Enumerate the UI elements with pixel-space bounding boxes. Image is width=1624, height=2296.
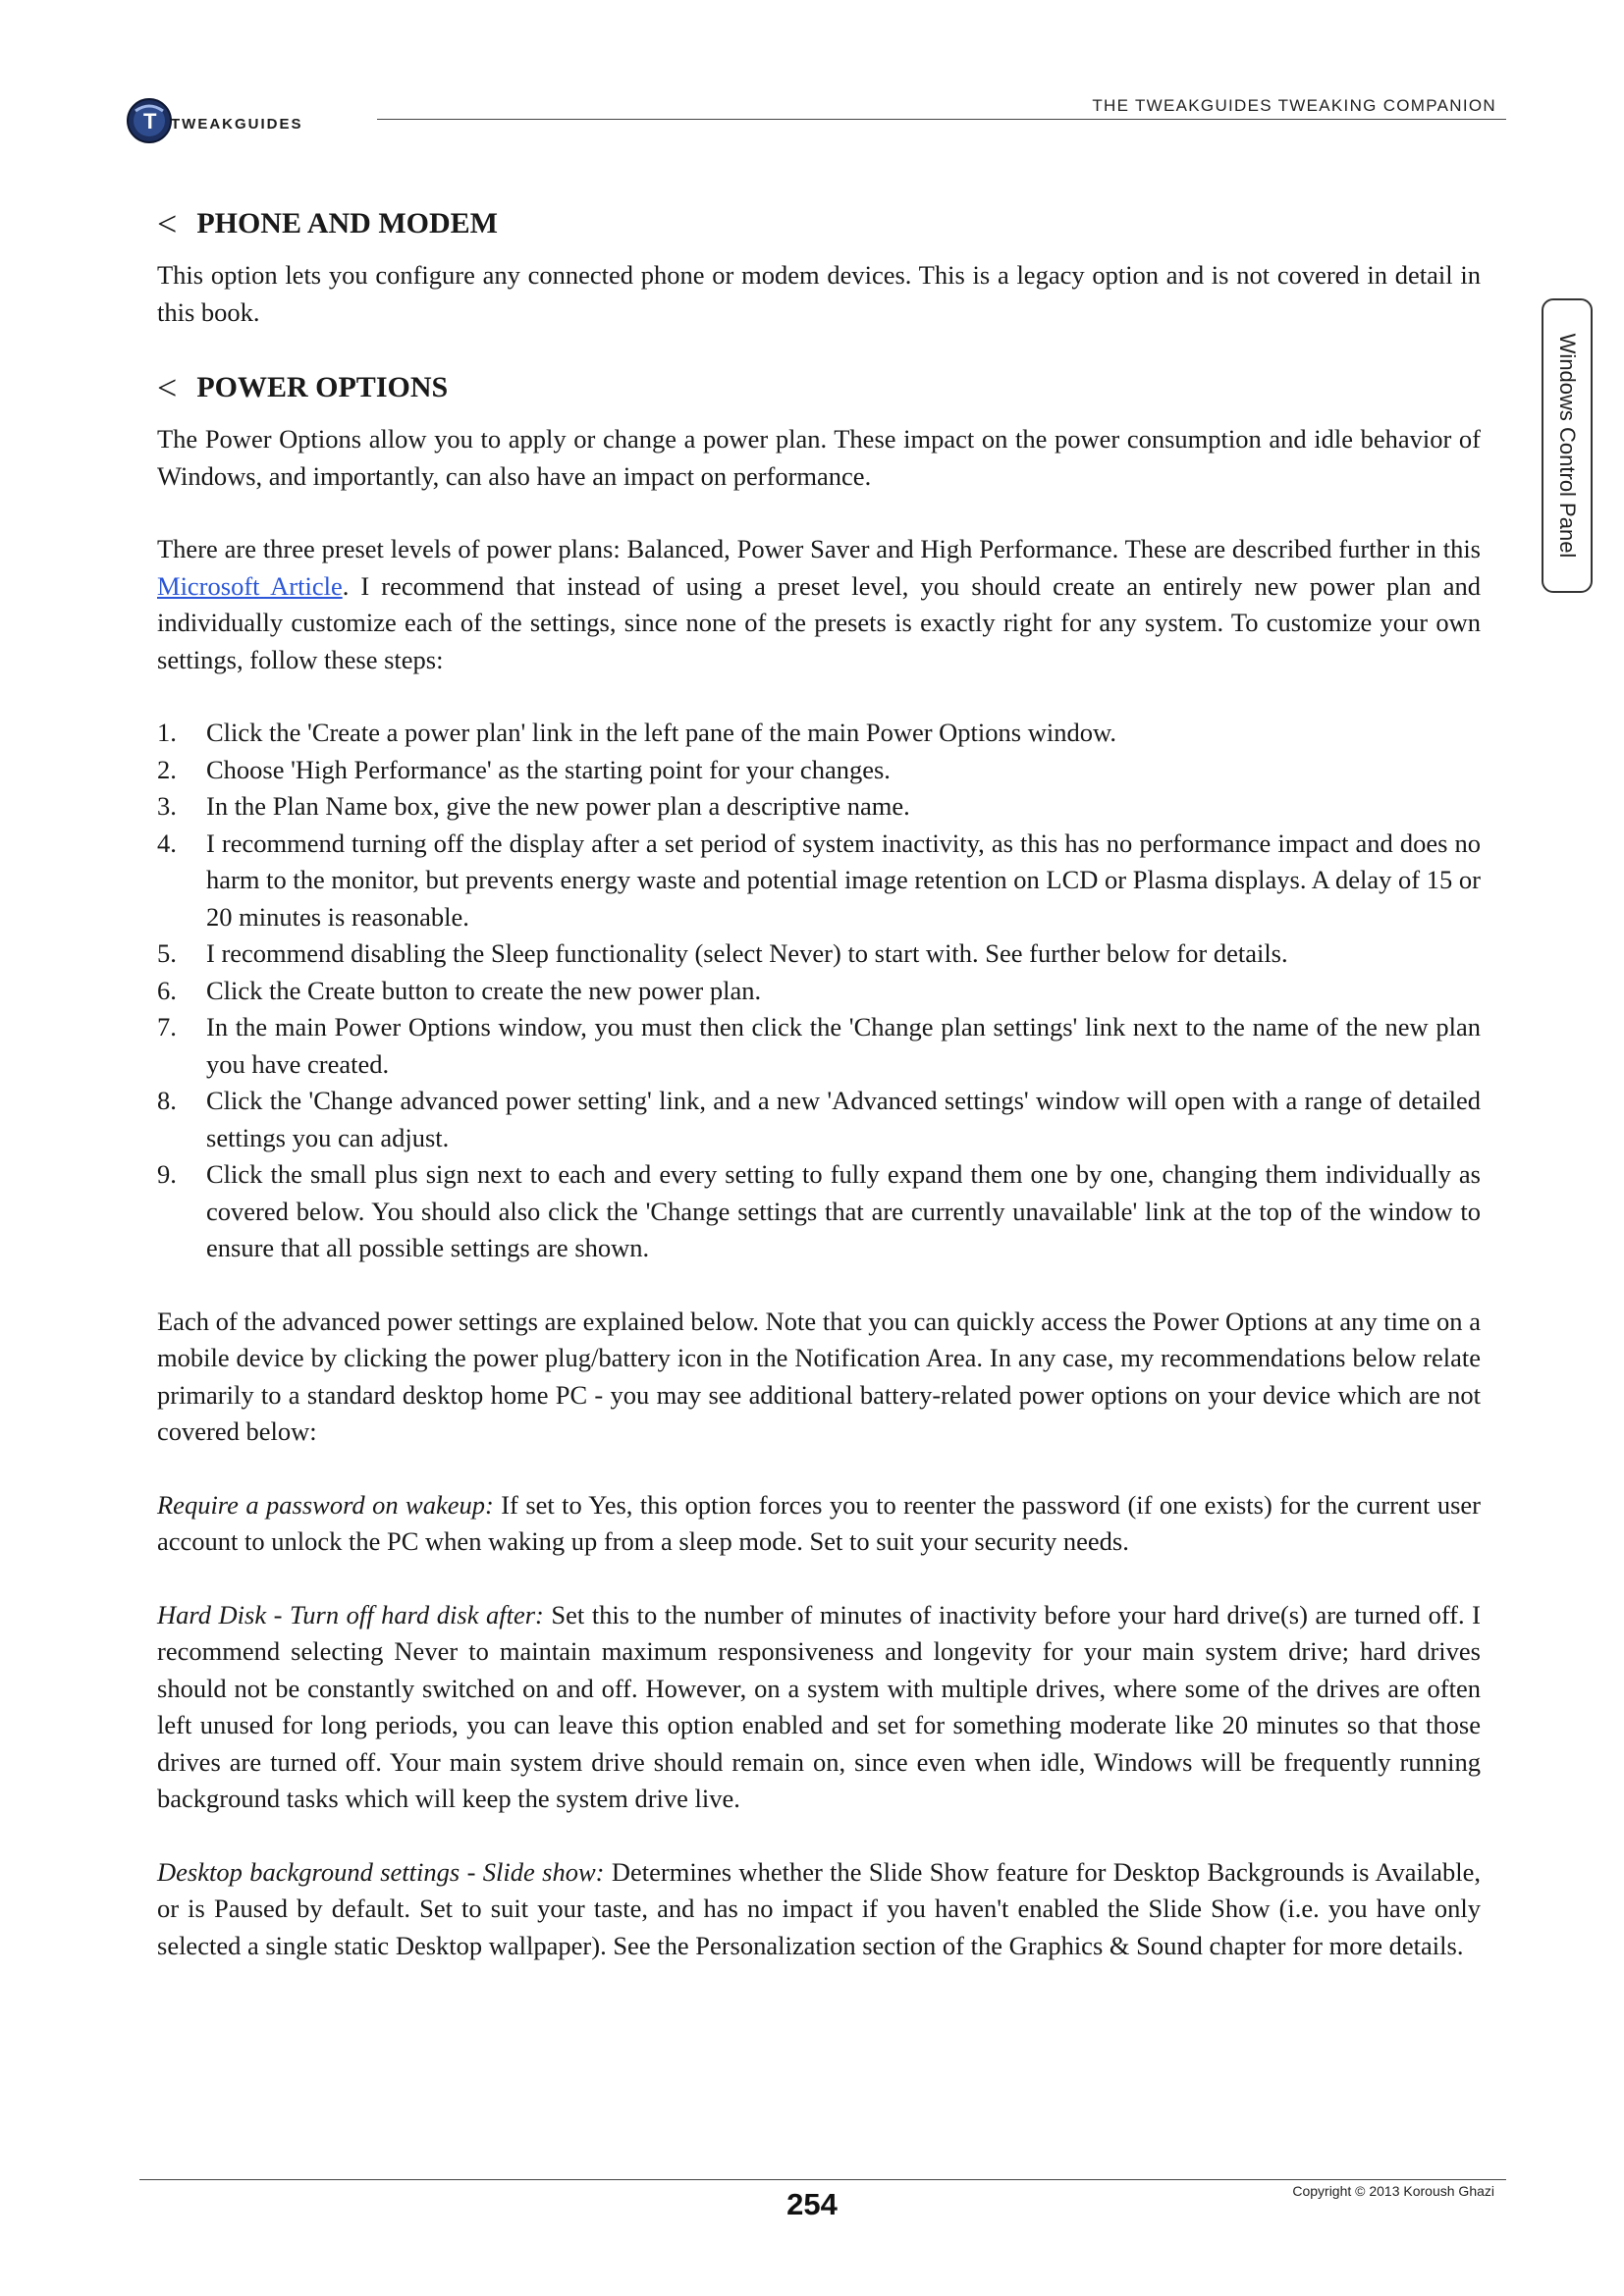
setting-description: If set to Yes, this option forces you to reenter the password (if one exists) for the current user account to unlock the PC when waking up from a sleep mode. Set to suit your security needs.	[157, 1489, 1481, 1556]
header-rule	[377, 119, 1506, 120]
page-header	[0, 0, 1624, 157]
microsoft-article-link[interactable]: Microsoft Article	[157, 570, 343, 601]
chapter-side-tab-label: Windows Control Panel	[1555, 333, 1580, 559]
section-heading-text: POWER OPTIONS	[196, 371, 449, 403]
advanced-settings-paragraph: Each of the advanced power settings are explained below. Note that you can quickly access the Power Options at any time on a mobile device by clicking the power plug/battery icon in the Notification Area. In any case, my recommendations below relate primarily to a standard desktop home PC - you may see additional battery-related power options on your device which are not covered below:	[157, 1306, 1481, 1446]
list-item: 6. Click the Create button to create the new power plan.	[157, 975, 762, 1005]
setting-description: Set this to the number of minutes of inactivity before your hard drive(s) are turned off. I recommend selecting Never to maintain maximum responsiveness and longevity for your main system drive; hard drives should not be constantly switched on and off. However, on a system with multiple drives, where some of the drives are often left unused for long periods, you can leave this option enabled and set for something moderate like 20 minutes so that those drives are turned off. Your main system drive should remain on, since even when idle, Windows will be frequently running background tasks which will keep the system drive live.	[157, 1599, 1481, 1813]
paragraph-text: There are three preset levels of power plans: Balanced, Power Saver and High Performance. These are described further in this	[157, 534, 1481, 563]
list-item-text: Choose 'High Performance' as the starting point for your changes.	[206, 754, 891, 784]
tweakguides-logo	[126, 95, 371, 146]
header-title: THE TWEAKGUIDES TWEAKING COMPANION	[1092, 96, 1496, 115]
section-heading-text: PHONE AND MODEM	[196, 207, 498, 240]
setting-description: Determines whether the Slide Show feature for Desktop Backgrounds is Available, or is Paused by default. Set to suit your taste, and has no impact if you haven't enabled the Slide Show (i.e. you have only selected a single static Desktop wallpaper). See the Personalization section of the Graphics & Sound chapter for more details.	[157, 1856, 1481, 1960]
page-content	[157, 204, 1481, 1964]
list-item-text: I recommend turning off the display after a set period of system inactivity, as this has no performance impact and does no harm to the monitor, but prevents energy waste and potential image retention on LCD or Plasma displays. A delay of 15 or 20 minutes is reasonable.	[206, 828, 1481, 932]
chapter-side-tab	[1542, 298, 1593, 593]
power-options-intro-paragraph: The Power Options allow you to apply or change a power plan. These impact on the power consumption and idle behavior of Windows, and importantly, can also have an impact on performance.	[157, 424, 1481, 491]
list-item-text: Click the Create button to create the new power plan.	[206, 975, 762, 1005]
steps-list	[157, 715, 1481, 1267]
list-item: 5. I recommend disabling the Sleep functionality (select Never) to start with. See further below for details.	[157, 938, 1288, 968]
section-heading-power-options	[157, 368, 1481, 407]
list-item-text: Click the 'Create a power plan' link in the left pane of the main Power Options window.	[206, 718, 1117, 747]
copyright-notice: Copyright © 2013 Koroush Ghazi	[1292, 2183, 1494, 2199]
logo-wordmark: TWEAKGUIDES	[171, 116, 303, 133]
list-item-text: Click the small plus sign next to each and every setting to fully expand them one by one, changing them individually as covered below. You should also click the 'Change settings that are currently unavailable' link at the top of the window to ensure that all possible settings are shown.	[206, 1159, 1481, 1262]
phone-modem-paragraph: This option lets you configure any connected phone or modem devices. This is a legacy option and is not covered in detail in this book.	[157, 260, 1481, 327]
page-number: 254	[786, 2187, 838, 2221]
list-item: 7. In the main Power Options window, you must then click the 'Change plan settings' link next to the name of the new plan you have created.	[157, 1012, 1481, 1079]
setting-label: Require a password on wakeup:	[157, 1489, 494, 1520]
setting-hard-disk	[157, 1597, 1481, 1818]
setting-label: Hard Disk - Turn off hard disk after:	[157, 1599, 544, 1629]
setting-label: Desktop background settings - Slide show:	[157, 1856, 605, 1887]
chevron-left-icon: <	[157, 368, 178, 407]
footer-rule	[139, 2179, 1506, 2180]
list-item-text: I recommend disabling the Sleep functionality (select Never) to start with. See further below for details.	[206, 938, 1288, 968]
list-item-text: In the main Power Options window, you must then click the 'Change plan settings' link next to the name of the new plan you have created.	[206, 1012, 1481, 1079]
setting-require-password	[157, 1487, 1481, 1561]
paragraph-text: . I recommend that instead of using a preset level, you should create an entirely new power plan and individually customize each of the settings, since none of the presets is exactly right for any system. To customize your own settings, follow these steps:	[157, 570, 1481, 674]
chevron-left-icon: <	[157, 204, 178, 243]
list-item: 2. Choose 'High Performance' as the starting point for your changes.	[157, 754, 891, 784]
list-item: 3. In the Plan Name box, give the new power plan a descriptive name.	[157, 791, 910, 821]
setting-desktop-slideshow	[157, 1854, 1481, 1965]
svg-text:T: T	[143, 109, 157, 133]
section-heading-phone-modem	[157, 204, 1481, 243]
list-item-text: In the Plan Name box, give the new power plan a descriptive name.	[206, 791, 910, 821]
list-item: 9. Click the small plus sign next to each and every setting to fully expand them one by one, changing them individually as covered below. You should also click the 'Change settings that are currently unavailable' link at the top of the window to ensure that all possible settings are shown.	[157, 1159, 1481, 1262]
list-item-text: Click the 'Change advanced power setting' link, and a new 'Advanced settings' window will open with a range of detailed settings you can adjust.	[206, 1086, 1481, 1152]
list-item: 4. I recommend turning off the display after a set period of system inactivity, as this has no performance impact and does no harm to the monitor, but prevents energy waste and potential image retention on LCD or Plasma displays. A delay of 15 or 20 minutes is reasonable.	[157, 828, 1481, 932]
list-item: 1. Click the 'Create a power plan' link in the left pane of the main Power Options window.	[157, 718, 1117, 747]
power-plans-paragraph	[157, 531, 1481, 678]
list-item: 8. Click the 'Change advanced power setting' link, and a new 'Advanced settings' window will open with a range of detailed settings you can adjust.	[157, 1086, 1481, 1152]
